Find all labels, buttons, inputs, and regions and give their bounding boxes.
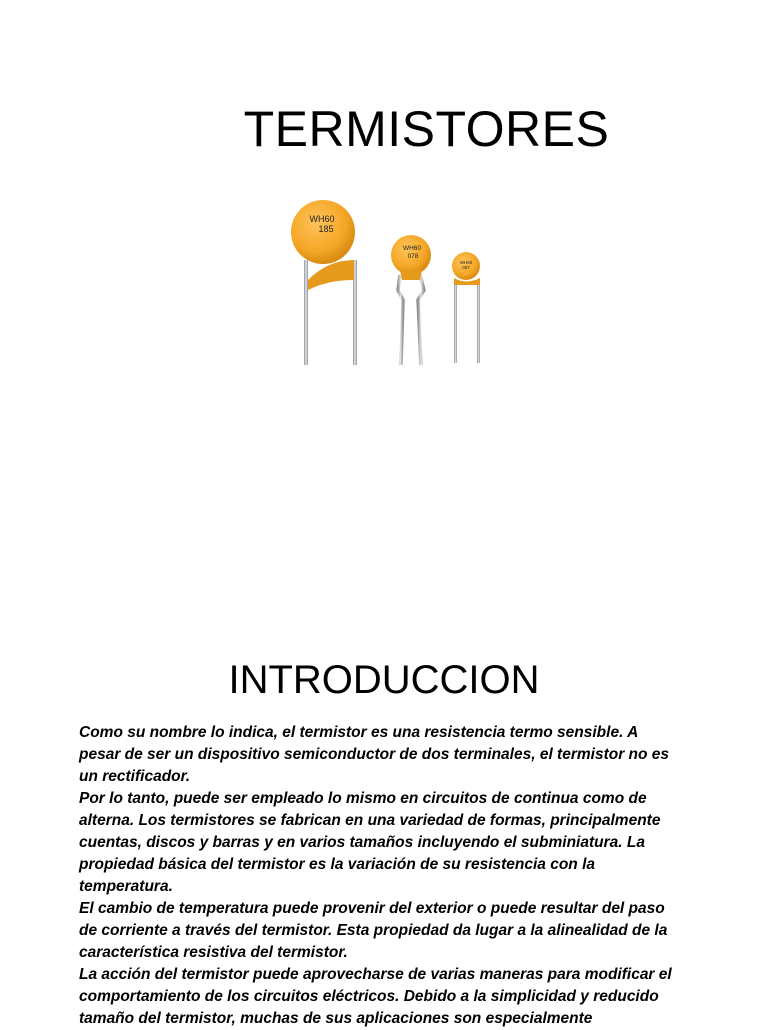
thermistor-large — [291, 200, 357, 365]
section-heading: INTRODUCCION — [228, 658, 540, 702]
thermistor-medium-label-2: 078 — [407, 253, 419, 260]
intro-body — [79, 722, 679, 1030]
intro-paragraph-3: El cambio de temperatura puede provenir del exterior o puede resultar del paso de corriente a través del termistor. Esta propiedad da lugar a la alinealidad de la característica resistiva del termistor. — [79, 900, 668, 961]
intro-paragraph-4: La acción del termistor puede aprovecharse de varias maneras para modificar el comportamiento de los circuitos eléctricos. Debido a la simplicidad y reducido tamaño del termistor, muchas de sus aplicaciones son especialmente — [79, 966, 672, 1027]
thermistor-medium — [391, 235, 431, 365]
thermistor-medium-label-1: WH60 — [402, 245, 422, 252]
thermistor-large-label-2: 185 — [318, 224, 334, 234]
slide-title: TERMISTORES — [243, 101, 610, 157]
thermistor-small — [452, 252, 480, 363]
thermistor-large-label-1: WH60 — [309, 214, 335, 224]
thermistor-photo — [288, 190, 488, 370]
thermistor-small-label-1: WH60 — [459, 260, 473, 265]
thermistor-small-label-2: 057 — [462, 265, 470, 270]
intro-paragraph-1: Como su nombre lo indica, el termistor es una resistencia termo sensible. A pesar de ser un dispositivo semiconductor de dos terminales, el termistor no es un rectificador. — [79, 724, 670, 785]
intro-paragraph-2: Por lo tanto, puede ser empleado lo mismo en circuitos de continua como de alterna. Los termistores se fabrican en una variedad de formas, principalmente cuentas, discos y barras y en varios tamaños incluyendo el subminiatura. La propiedad básica del termistor es la variación de su resistencia con la temperatura. — [79, 790, 661, 895]
